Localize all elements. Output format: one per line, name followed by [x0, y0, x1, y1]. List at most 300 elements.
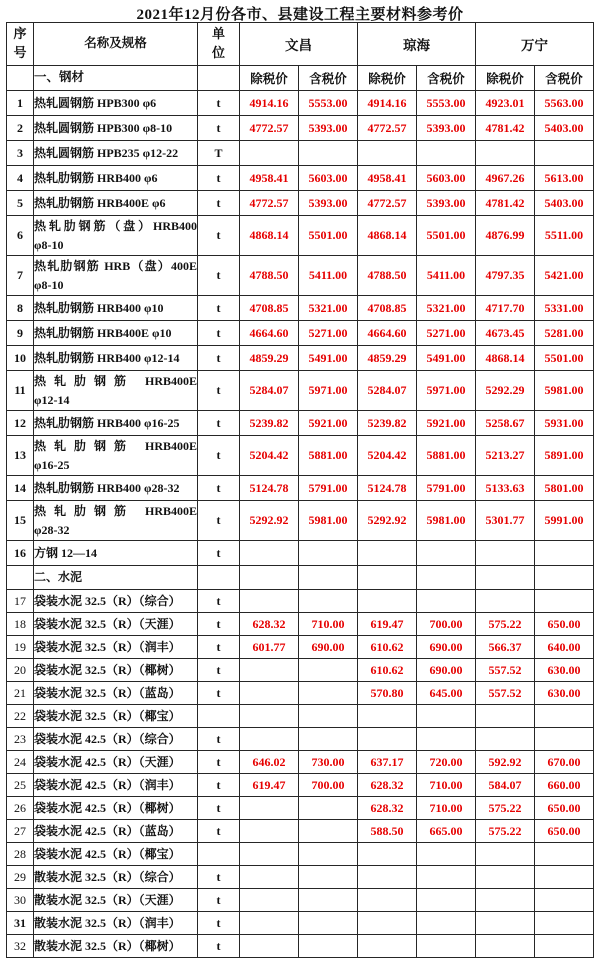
price-cell: 4664.60 — [358, 321, 417, 346]
row-no-cell: 20 — [7, 659, 34, 682]
price-cell — [240, 659, 299, 682]
empty-cell — [7, 66, 34, 91]
price-cell — [417, 541, 476, 566]
row-no-cell: 14 — [7, 476, 34, 501]
price-cell: 4859.29 — [240, 346, 299, 371]
price-cell: 4788.50 — [240, 256, 299, 296]
price-cell — [358, 705, 417, 728]
price-cell — [240, 912, 299, 935]
price-cell — [476, 566, 535, 590]
price-cell — [417, 728, 476, 751]
price-cell — [535, 728, 594, 751]
material-name-cell: 袋装水泥 32.5（R）（天涯） — [34, 613, 198, 636]
price-cell: 5501.00 — [417, 216, 476, 256]
price-cell: 5603.00 — [417, 166, 476, 191]
price-cell — [476, 866, 535, 889]
price-cell — [358, 541, 417, 566]
table-row — [7, 636, 594, 659]
price-cell — [358, 889, 417, 912]
price-cell — [476, 912, 535, 935]
price-cell: 5971.00 — [299, 371, 358, 411]
header-row-price-types — [7, 66, 594, 91]
col-header-unit-label: 单位 — [211, 26, 225, 60]
price-cell: 5124.78 — [240, 476, 299, 501]
row-no-cell: 17 — [7, 590, 34, 613]
col-header-city-wenchang: 文昌 — [240, 23, 358, 66]
price-cell — [299, 797, 358, 820]
price-cell: 4914.16 — [240, 91, 299, 116]
price-cell — [535, 843, 594, 866]
unit-cell: T — [198, 141, 240, 166]
row-no-cell: 25 — [7, 774, 34, 797]
price-cell: 5393.00 — [299, 191, 358, 216]
price-cell: 5491.00 — [299, 346, 358, 371]
unit-cell — [198, 843, 240, 866]
material-name-cell: 袋装水泥 32.5（R）（综合） — [34, 590, 198, 613]
price-cell: 4876.99 — [476, 216, 535, 256]
col-header-inc-tax: 含税价 — [535, 66, 594, 91]
price-cell — [476, 935, 535, 958]
table-row — [7, 659, 594, 682]
price-cell — [358, 866, 417, 889]
price-cell: 5284.07 — [240, 371, 299, 411]
price-cell — [299, 820, 358, 843]
price-cell: 4868.14 — [240, 216, 299, 256]
row-no-cell: 23 — [7, 728, 34, 751]
material-name-cell — [34, 436, 198, 476]
material-name-cell: 热轧肋钢筋 HRB400 φ10 — [34, 296, 198, 321]
material-name-cell: 袋装水泥 42.5（R）（润丰） — [34, 774, 198, 797]
price-cell: 5281.00 — [535, 321, 594, 346]
table-row — [7, 935, 594, 958]
price-cell: 4772.57 — [358, 116, 417, 141]
price-cell — [535, 705, 594, 728]
empty-cell — [198, 66, 240, 91]
price-cell: 5284.07 — [358, 371, 417, 411]
price-cell — [358, 566, 417, 590]
price-cell: 4967.26 — [476, 166, 535, 191]
price-cell: 592.92 — [476, 751, 535, 774]
table-row — [7, 191, 594, 216]
unit-cell: t — [198, 501, 240, 541]
row-no-cell: 9 — [7, 321, 34, 346]
row-no-cell: 32 — [7, 935, 34, 958]
price-table-body — [7, 91, 594, 958]
unit-cell: t — [198, 116, 240, 141]
price-cell: 5603.00 — [299, 166, 358, 191]
price-cell: 5292.29 — [476, 371, 535, 411]
material-name-cell: 热轧圆钢筋 HPB235 φ12-22 — [34, 141, 198, 166]
price-cell — [476, 141, 535, 166]
table-row — [7, 774, 594, 797]
col-header-inc-tax: 含税价 — [299, 66, 358, 91]
table-row — [7, 705, 594, 728]
price-cell: 5321.00 — [299, 296, 358, 321]
material-name-line1: 热轧肋钢筋 HRB400E — [34, 373, 197, 388]
unit-cell: t — [198, 321, 240, 346]
price-cell — [299, 566, 358, 590]
unit-cell: t — [198, 541, 240, 566]
price-cell: 646.02 — [240, 751, 299, 774]
price-cell: 710.00 — [417, 797, 476, 820]
price-cell — [417, 889, 476, 912]
material-name-cell: 袋装水泥 42.5（R）（蓝岛） — [34, 820, 198, 843]
price-cell: 637.17 — [358, 751, 417, 774]
price-cell: 610.62 — [358, 636, 417, 659]
table-row — [7, 912, 594, 935]
price-cell — [476, 843, 535, 866]
price-cell: 610.62 — [358, 659, 417, 682]
price-cell: 5213.27 — [476, 436, 535, 476]
price-cell — [299, 866, 358, 889]
table-row — [7, 141, 594, 166]
price-cell: 5891.00 — [535, 436, 594, 476]
price-cell — [476, 889, 535, 912]
material-name-cell — [34, 256, 198, 296]
material-name-line1: 热轧肋钢筋 HRB（盘）400E — [34, 258, 197, 273]
material-name-cell: 热轧圆钢筋 HPB300 φ6 — [34, 91, 198, 116]
section-label-cement: 二、水泥 — [34, 566, 198, 590]
price-cell: 5921.00 — [417, 411, 476, 436]
material-name-cell: 袋装水泥 42.5（R）（椰宝） — [34, 843, 198, 866]
row-no-cell: 2 — [7, 116, 34, 141]
table-row — [7, 436, 594, 476]
col-header-ex-tax: 除税价 — [476, 66, 535, 91]
price-cell: 5393.00 — [299, 116, 358, 141]
price-cell: 690.00 — [417, 659, 476, 682]
price-cell — [299, 705, 358, 728]
price-table — [6, 22, 594, 958]
row-no-cell: 1 — [7, 91, 34, 116]
row-no-cell: 12 — [7, 411, 34, 436]
price-cell: 700.00 — [299, 774, 358, 797]
col-header-ex-tax: 除税价 — [358, 66, 417, 91]
price-cell — [299, 659, 358, 682]
price-cell: 5563.00 — [535, 91, 594, 116]
price-cell: 5393.00 — [417, 191, 476, 216]
price-cell: 690.00 — [417, 636, 476, 659]
material-name-cell — [34, 371, 198, 411]
price-cell — [417, 590, 476, 613]
table-row — [7, 889, 594, 912]
price-cell: 619.47 — [240, 774, 299, 797]
price-cell — [358, 728, 417, 751]
price-cell: 5881.00 — [417, 436, 476, 476]
header-row-cities — [7, 23, 594, 66]
unit-cell: t — [198, 256, 240, 296]
table-row — [7, 682, 594, 705]
price-cell — [476, 728, 535, 751]
price-cell: 4708.85 — [358, 296, 417, 321]
row-no-cell: 10 — [7, 346, 34, 371]
page-title: 2021年12月份各市、县建设工程主要材料参考价 — [136, 7, 464, 23]
row-no-cell: 21 — [7, 682, 34, 705]
table-row — [7, 541, 594, 566]
price-cell: 4958.41 — [240, 166, 299, 191]
material-name-cell: 袋装水泥 42.5（R）（天涯） — [34, 751, 198, 774]
table-row — [7, 296, 594, 321]
price-cell — [240, 590, 299, 613]
price-cell: 5421.00 — [535, 256, 594, 296]
material-name-cell: 袋装水泥 42.5（R）（综合） — [34, 728, 198, 751]
table-row — [7, 346, 594, 371]
unit-cell: t — [198, 346, 240, 371]
price-cell: 5271.00 — [417, 321, 476, 346]
price-cell: 4708.85 — [240, 296, 299, 321]
price-cell: 710.00 — [417, 774, 476, 797]
row-no-cell: 8 — [7, 296, 34, 321]
row-no-cell: 6 — [7, 216, 34, 256]
unit-cell: t — [198, 659, 240, 682]
unit-cell: t — [198, 191, 240, 216]
col-header-name: 名称及规格 — [34, 23, 198, 66]
row-no-cell: 24 — [7, 751, 34, 774]
price-cell: 619.47 — [358, 613, 417, 636]
unit-cell: t — [198, 728, 240, 751]
price-cell: 650.00 — [535, 797, 594, 820]
price-cell — [417, 935, 476, 958]
price-cell: 4914.16 — [358, 91, 417, 116]
table-row — [7, 321, 594, 346]
price-cell: 4868.14 — [476, 346, 535, 371]
price-cell: 5239.82 — [240, 411, 299, 436]
row-no-cell: 13 — [7, 436, 34, 476]
price-cell: 588.50 — [358, 820, 417, 843]
row-no-cell: 3 — [7, 141, 34, 166]
price-cell: 628.32 — [358, 797, 417, 820]
table-row — [7, 116, 594, 141]
material-name-line2: φ8-10 — [34, 237, 64, 252]
price-cell: 5981.00 — [299, 501, 358, 541]
price-cell: 5553.00 — [299, 91, 358, 116]
price-cell: 575.22 — [476, 613, 535, 636]
material-name-line2: φ12-14 — [34, 392, 70, 407]
price-cell: 630.00 — [535, 682, 594, 705]
price-cell: 628.32 — [358, 774, 417, 797]
price-cell: 730.00 — [299, 751, 358, 774]
unit-cell — [198, 566, 240, 590]
price-cell: 575.22 — [476, 820, 535, 843]
price-cell: 5133.63 — [476, 476, 535, 501]
price-cell — [417, 843, 476, 866]
material-name-cell: 袋装水泥 42.5（R）（椰树） — [34, 797, 198, 820]
price-cell: 5204.42 — [358, 436, 417, 476]
table-row — [7, 256, 594, 296]
material-name-cell: 散装水泥 32.5（R）（润丰） — [34, 912, 198, 935]
price-cell — [535, 912, 594, 935]
price-cell: 5791.00 — [417, 476, 476, 501]
price-cell: 5991.00 — [535, 501, 594, 541]
unit-cell: t — [198, 411, 240, 436]
unit-cell: t — [198, 476, 240, 501]
price-cell: 630.00 — [535, 659, 594, 682]
table-row — [7, 590, 594, 613]
price-cell: 5613.00 — [535, 166, 594, 191]
row-no-cell: 31 — [7, 912, 34, 935]
unit-cell: t — [198, 889, 240, 912]
table-row — [7, 866, 594, 889]
row-no-cell: 26 — [7, 797, 34, 820]
unit-cell: t — [198, 371, 240, 411]
price-cell: 645.00 — [417, 682, 476, 705]
price-cell: 4772.57 — [240, 116, 299, 141]
row-no-cell: 19 — [7, 636, 34, 659]
price-cell: 5403.00 — [535, 191, 594, 216]
material-name-line1: 热轧肋钢筋（盘）HRB400 — [34, 218, 197, 233]
price-cell: 5881.00 — [299, 436, 358, 476]
unit-cell: t — [198, 636, 240, 659]
price-cell — [240, 541, 299, 566]
price-cell: 5791.00 — [299, 476, 358, 501]
row-no-cell: 15 — [7, 501, 34, 541]
price-cell: 720.00 — [417, 751, 476, 774]
material-name-cell: 热轧肋钢筋 HRB400 φ16-25 — [34, 411, 198, 436]
table-row — [7, 751, 594, 774]
row-no-cell: 16 — [7, 541, 34, 566]
price-cell: 4717.70 — [476, 296, 535, 321]
col-header-inc-tax: 含税价 — [417, 66, 476, 91]
price-cell — [417, 141, 476, 166]
price-cell: 4958.41 — [358, 166, 417, 191]
unit-cell: t — [198, 91, 240, 116]
row-no-cell: 27 — [7, 820, 34, 843]
price-cell — [535, 541, 594, 566]
material-name-cell: 袋装水泥 32.5（R）（椰宝） — [34, 705, 198, 728]
price-cell: 575.22 — [476, 797, 535, 820]
price-cell: 4923.01 — [476, 91, 535, 116]
price-cell: 5204.42 — [240, 436, 299, 476]
material-name-line2: φ16-25 — [34, 457, 70, 472]
price-cell: 5393.00 — [417, 116, 476, 141]
price-cell: 584.07 — [476, 774, 535, 797]
price-cell — [240, 682, 299, 705]
price-cell: 650.00 — [535, 613, 594, 636]
price-cell: 4868.14 — [358, 216, 417, 256]
price-cell: 566.37 — [476, 636, 535, 659]
price-cell: 5258.67 — [476, 411, 535, 436]
price-cell: 4859.29 — [358, 346, 417, 371]
material-name-line1: 热轧肋钢筋 HRB400E — [34, 438, 197, 453]
material-name-cell: 散装水泥 32.5（R）（天涯） — [34, 889, 198, 912]
price-cell: 5931.00 — [535, 411, 594, 436]
price-cell — [476, 590, 535, 613]
price-cell — [535, 566, 594, 590]
price-cell — [358, 912, 417, 935]
price-cell: 4772.57 — [358, 191, 417, 216]
table-row — [7, 411, 594, 436]
price-cell — [417, 705, 476, 728]
price-cell — [299, 728, 358, 751]
price-cell: 5321.00 — [417, 296, 476, 321]
price-cell — [358, 590, 417, 613]
price-cell: 690.00 — [299, 636, 358, 659]
unit-cell: t — [198, 912, 240, 935]
col-header-no-label: 序号 — [13, 26, 27, 60]
col-header-no — [7, 23, 34, 66]
col-header-ex-tax: 除税价 — [240, 66, 299, 91]
price-cell: 710.00 — [299, 613, 358, 636]
unit-cell: t — [198, 682, 240, 705]
row-no-cell: 30 — [7, 889, 34, 912]
price-cell: 665.00 — [417, 820, 476, 843]
table-row — [7, 166, 594, 191]
price-cell: 5553.00 — [417, 91, 476, 116]
unit-cell: t — [198, 296, 240, 321]
price-cell — [535, 141, 594, 166]
table-row — [7, 613, 594, 636]
price-cell: 670.00 — [535, 751, 594, 774]
row-no-cell: 22 — [7, 705, 34, 728]
price-cell: 4664.60 — [240, 321, 299, 346]
row-no-cell: 18 — [7, 613, 34, 636]
price-cell — [299, 843, 358, 866]
price-cell — [476, 541, 535, 566]
price-cell — [417, 566, 476, 590]
price-cell: 5411.00 — [417, 256, 476, 296]
price-cell: 4772.57 — [240, 191, 299, 216]
unit-cell: t — [198, 797, 240, 820]
price-cell: 5491.00 — [417, 346, 476, 371]
material-name-line2: φ8-10 — [34, 277, 64, 292]
price-cell: 4781.42 — [476, 191, 535, 216]
price-cell: 5301.77 — [476, 501, 535, 541]
price-cell — [240, 705, 299, 728]
price-cell — [299, 912, 358, 935]
price-cell: 5921.00 — [299, 411, 358, 436]
price-cell — [358, 141, 417, 166]
price-cell — [240, 866, 299, 889]
price-cell: 5981.00 — [535, 371, 594, 411]
table-row — [7, 843, 594, 866]
price-cell: 628.32 — [240, 613, 299, 636]
material-name-cell — [34, 501, 198, 541]
price-cell: 557.52 — [476, 682, 535, 705]
price-cell — [299, 682, 358, 705]
price-cell — [358, 935, 417, 958]
material-name-cell: 热轧肋钢筋 HRB400E φ10 — [34, 321, 198, 346]
unit-cell: t — [198, 774, 240, 797]
unit-cell: t — [198, 590, 240, 613]
col-header-unit — [198, 23, 240, 66]
table-row — [7, 476, 594, 501]
row-no-cell: 11 — [7, 371, 34, 411]
material-name-cell: 袋装水泥 32.5（R）（椰树） — [34, 659, 198, 682]
price-cell: 4781.42 — [476, 116, 535, 141]
price-cell — [535, 889, 594, 912]
table-row — [7, 797, 594, 820]
row-no-cell: 29 — [7, 866, 34, 889]
material-name-cell: 散装水泥 32.5（R）（综合） — [34, 866, 198, 889]
price-cell — [535, 866, 594, 889]
price-cell — [240, 889, 299, 912]
table-row — [7, 371, 594, 411]
material-name-cell: 热轧肋钢筋 HRB400E φ6 — [34, 191, 198, 216]
price-cell — [358, 843, 417, 866]
price-cell: 5501.00 — [299, 216, 358, 256]
price-cell — [417, 912, 476, 935]
price-cell — [240, 141, 299, 166]
price-cell: 660.00 — [535, 774, 594, 797]
price-cell — [476, 705, 535, 728]
price-cell — [240, 728, 299, 751]
price-cell: 5292.92 — [358, 501, 417, 541]
unit-cell: t — [198, 436, 240, 476]
unit-cell: t — [198, 216, 240, 256]
table-row — [7, 91, 594, 116]
price-cell: 601.77 — [240, 636, 299, 659]
price-cell — [535, 590, 594, 613]
price-cell — [240, 566, 299, 590]
